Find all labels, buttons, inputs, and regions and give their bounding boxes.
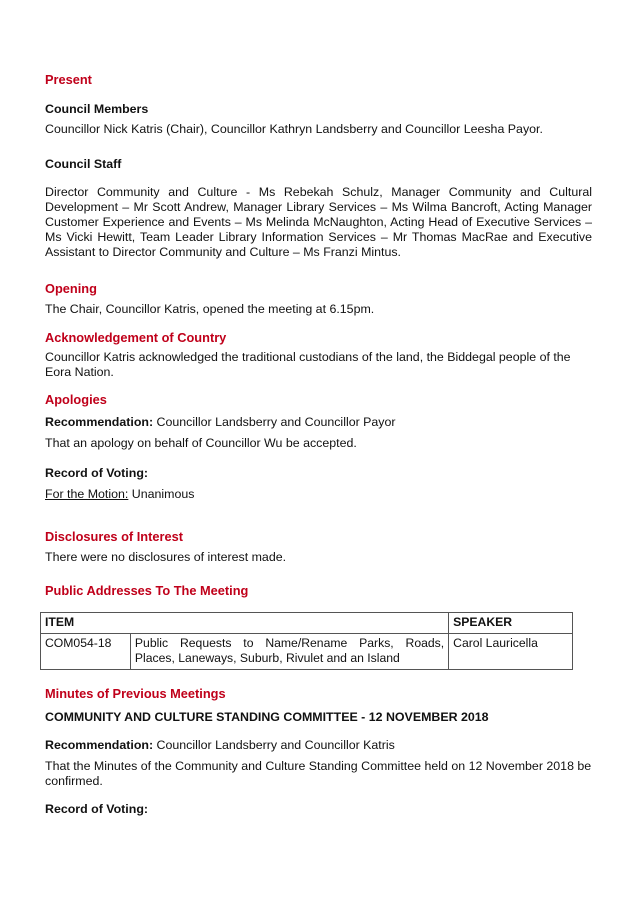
disclosures-heading: Disclosures of Interest (45, 529, 183, 544)
minutes-subheading: COMMUNITY AND CULTURE STANDING COMMITTEE - 12 NOVEMBER 2018 (45, 710, 489, 724)
apologies-recommendation (45, 415, 592, 430)
table-row (41, 634, 573, 670)
motion-label: For the Motion: (45, 487, 129, 501)
minutes-recommendation (45, 738, 592, 753)
item-code: COM054-18 (41, 634, 131, 670)
recommendation-label: Recommendation: (45, 738, 154, 752)
opening-heading: Opening (45, 281, 97, 296)
council-staff-heading: Council Staff (45, 157, 122, 171)
item-title: Public Requests to Name/Rename Parks, Roads, Places, Laneways, Suburb, Rivulet and an Island (130, 634, 448, 670)
apologies-text: That an apology on behalf of Councillor Wu be accepted. (45, 436, 357, 450)
council-members-heading: Council Members (45, 102, 149, 116)
item-speaker: Carol Lauricella (449, 634, 573, 670)
minutes-voting-heading: Record of Voting: (45, 802, 149, 816)
minutes-text: That the Minutes of the Community and Culture Standing Committee held on 12 November 2018 be confirmed. (45, 759, 592, 788)
speaker-column-header: SPEAKER (449, 613, 573, 634)
apologies-motion (45, 487, 592, 502)
public-addresses-table (40, 612, 573, 670)
table-header-row (41, 613, 573, 634)
minutes-heading: Minutes of Previous Meetings (45, 686, 226, 701)
motion-value: Unanimous (128, 487, 195, 501)
apologies-heading: Apologies (45, 392, 107, 407)
council-staff-text: Director Community and Culture - Ms Rebekah Schulz, Manager Community and Cultural Development – Mr Scott Andrew, Manager Library Services – Ms Wilma Bancroft, Acting Manager Customer Experience and Events – Ms Melinda McNaughton, Acting Head of Executive Services – Ms Vicki Hewitt, Team Leader Library Information Services – Mr Thomas MacRae and Executive Assistant to Director Community and Culture – Ms Franzi Mintus. (45, 185, 592, 259)
opening-text: The Chair, Councillor Katris, opened the meeting at 6.15pm. (45, 302, 375, 316)
disclosures-text: There were no disclosures of interest made. (45, 550, 287, 564)
recommendation-movers: Councillor Landsberry and Councillor Katris (153, 738, 395, 752)
acknowledgement-heading: Acknowledgement of Country (45, 330, 227, 345)
recommendation-movers: Councillor Landsberry and Councillor Payor (153, 415, 396, 429)
public-addresses-heading: Public Addresses To The Meeting (45, 583, 249, 598)
acknowledgement-text: Councillor Katris acknowledged the traditional custodians of the land, the Biddegal people of the Eora Nation. (45, 350, 571, 379)
item-column-header: ITEM (41, 613, 449, 634)
council-members-text: Councillor Nick Katris (Chair), Councillor Kathryn Landsberry and Councillor Leesha Payor. (45, 122, 543, 136)
recommendation-label: Recommendation: (45, 415, 154, 429)
present-heading: Present (45, 72, 92, 87)
apologies-voting-heading: Record of Voting: (45, 466, 149, 480)
